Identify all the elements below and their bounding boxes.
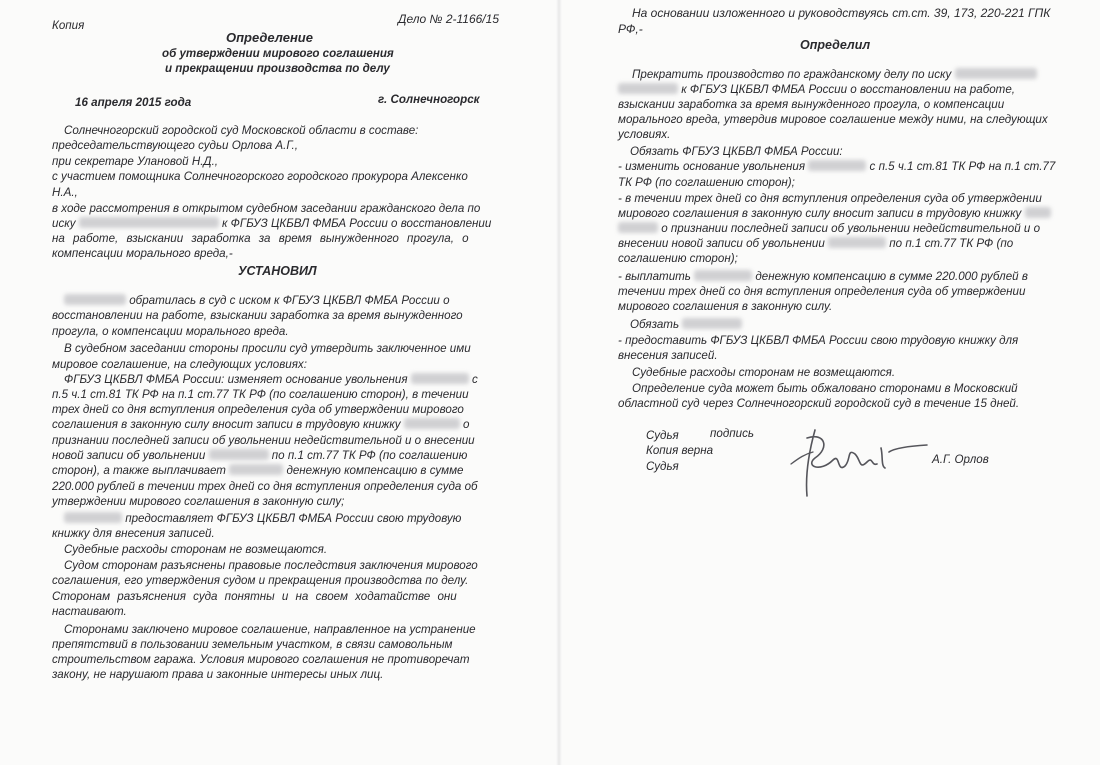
list-item: ТК РФ (по соглашению сторон); (618, 176, 795, 189)
court-composition-line: председательствующего судьи Орлова А.Г., (52, 139, 298, 152)
paragraph-line: Сторонам разъяснения суда понятны и на своем ходатайстве они (52, 590, 457, 603)
document-city: г. Солнечногорск (378, 93, 480, 106)
list-item: внесения записей. (618, 349, 718, 362)
court-composition-line: иску к ФГБУЗ ЦКБВЛ ФМБА России о восстановлении (52, 217, 492, 230)
redacted-name (618, 222, 658, 233)
paragraph-line: трех дней со дня вступления определения суда об утверждении мирового (52, 403, 464, 416)
list-item: - изменить основание увольнения с п.5 ч.1 ст.81 ТК РФ на п.1 ст.77 (618, 160, 1056, 173)
list-item: мирового соглашения в законную силу. (618, 300, 833, 313)
redacted-name (209, 449, 269, 460)
redacted-name (79, 217, 219, 228)
section-heading-opredelil: Определил (800, 38, 871, 52)
court-composition-line: при секретаре Улановой Н.Д., (52, 155, 219, 168)
redacted-name (64, 512, 122, 523)
paragraph-line: Обязать (630, 317, 742, 332)
redacted-name (229, 464, 283, 475)
redacted-name (404, 418, 460, 429)
judge-label: Судья (646, 460, 679, 473)
court-composition-line: Н.А., (52, 186, 78, 199)
redacted-name (808, 160, 866, 171)
redacted-name (64, 294, 126, 305)
document-title: Определение (226, 30, 313, 45)
paragraph-line: 220.000 рублей в течении трех дней со дня вступления определения суда об (52, 480, 478, 493)
redacted-name (411, 373, 469, 384)
list-item: - в течении трех дней со дня вступления определения суда об утверждении (618, 192, 1042, 205)
paragraph-line: новой записи об увольнении по п.1 ст.77 ТК РФ (по соглашению (52, 449, 468, 462)
paragraph-line: ФГБУЗ ЦКБВЛ ФМБА России: изменяет основание увольнения с (64, 373, 478, 386)
case-number: Дело № 2-1166/15 (398, 12, 499, 26)
paragraph-line: взыскании заработка за время вынужденного прогула, о компенсации (618, 98, 1005, 111)
copy-label: Копия (52, 19, 85, 32)
redacted-name (955, 68, 1037, 79)
paragraph-line: В судебном заседании стороны просили суд утвердить заключенное ими (64, 342, 471, 355)
paragraph-line: соглашения, его утверждения судом и прекращения производства по делу. (52, 574, 469, 587)
paragraph-line: Сторонами заключено мировое соглашение, направленное на устранение (64, 623, 476, 636)
paragraph-line: Судебные расходы сторонам не возмещаются. (64, 543, 328, 556)
paragraph-line: признании последней записи об увольнении недействительной и о внесении (52, 434, 475, 447)
paragraph-line: морального вреда, утвердив мировое соглашение между ними, на следующих (618, 113, 1048, 126)
paragraph-line: сторон), а также выплачивает денежную компенсацию в сумме (52, 464, 464, 477)
document-date: 16 апреля 2015 года (75, 96, 192, 109)
paragraph-line: прогула, о компенсации морального вреда. (52, 325, 289, 338)
paragraph-line: строительством гаража. Условия мирового соглашения не противоречат (52, 653, 470, 666)
list-item: течении трех дней со дня вступления определения суда об утверждении (618, 285, 1026, 298)
judge-name: А.Г. Орлов (932, 453, 989, 466)
court-composition-line: компенсации морального вреда,- (52, 247, 233, 260)
paragraph-line: препятствий в пользовании земельным участком, в связи самовольным (52, 638, 453, 651)
section-heading-ustanovil: УСТАНОВИЛ (238, 264, 317, 278)
redacted-name (828, 237, 886, 248)
paragraph-line: соглашения в законную силу вносит записи в трудовую книжку о (52, 418, 470, 431)
right-page (560, 0, 1100, 765)
court-composition-line: с участием помощника Солнечногорского городского прокурора Алексенко (52, 170, 468, 183)
paragraph-line: Прекратить производство по гражданскому делу по иску (632, 67, 1037, 82)
redacted-name (1025, 207, 1051, 218)
court-composition-line: Солнечногорский городской суд Московской области в составе: (64, 124, 419, 137)
paragraph-line: предоставляет ФГБУЗ ЦКБВЛ ФМБА России свою трудовую (64, 511, 461, 526)
paragraph-line: закону, не нарушают права и законные интересы иных лиц. (52, 668, 384, 681)
paragraph-line: к ФГБУЗ ЦКБВЛ ФМБА России о восстановлении на работе, (618, 82, 1015, 97)
paragraph-line: настаивают. (52, 605, 127, 618)
paragraph-line: обратилась в суд с иском к ФГБУЗ ЦКБВЛ ФМБА России о (64, 293, 450, 308)
signature-label: подпись (710, 427, 754, 440)
list-item: соглашению сторон); (618, 252, 738, 265)
court-composition-line: в ходе рассмотрения в открытом судебном заседании гражданского дела по (52, 202, 481, 215)
paragraph-line: На основании изложенного и руководствуясь ст.ст. 39, 173, 220-221 ГПК (632, 6, 1051, 20)
document-subtitle-2: и прекращении производства по делу (165, 62, 390, 75)
list-item: внесении новой записи об увольнении по п.1 ст.77 ТК РФ (по (618, 237, 1014, 250)
list-item: о признании последней записи об увольнении недействительной и о (618, 221, 1040, 236)
paragraph-line: условиях. (618, 128, 671, 141)
paragraph-line: Определение суда может быть обжаловано сторонами в Московский (632, 382, 1018, 395)
document-subtitle-1: об утверждении мирового соглашения (162, 47, 394, 60)
redacted-name (694, 270, 752, 281)
paragraph-line: утверждении мирового соглашения в законную силу; (52, 495, 345, 508)
list-item: - выплатить денежную компенсацию в сумме 220.000 рублей в (618, 270, 1028, 283)
paragraph-line: мировое соглашение, на следующих условиях: (52, 358, 307, 371)
judge-label: Судья (646, 429, 679, 442)
paragraph-line: книжку для внесения записей. (52, 527, 215, 540)
list-item: - предоставить ФГБУЗ ЦКБВЛ ФМБА России свою трудовую книжку для (618, 334, 1019, 347)
paragraph-line: Обязать ФГБУЗ ЦКБВЛ ФМБА России: (630, 145, 843, 158)
paragraph-line: областной суд через Солнечногорский городской суд в течение 15 дней. (618, 397, 1020, 410)
copy-true-label: Копия верна (646, 444, 714, 457)
judge-signature (785, 418, 935, 503)
paragraph-line: п.5 ч.1 ст.81 ТК РФ на п.1 ст.77 ТК РФ (по соглашению сторон), в течении (52, 388, 469, 401)
paragraph-line: РФ,- (618, 22, 643, 36)
paragraph-line: Судом сторонам разъяснены правовые последствия заключения мирового (64, 559, 478, 572)
redacted-name (682, 318, 742, 329)
court-composition-line: на работе, взыскании заработка за время вынужденного прогула, о (52, 232, 469, 245)
redacted-name (618, 83, 678, 94)
paragraph-line: восстановлении на работе, взыскании заработка за время вынужденного (52, 309, 463, 322)
list-item: мирового соглашения в законную силу вносит записи в трудовую книжку (618, 206, 1051, 221)
paragraph-line: Судебные расходы сторонам не возмещаются. (632, 366, 896, 379)
